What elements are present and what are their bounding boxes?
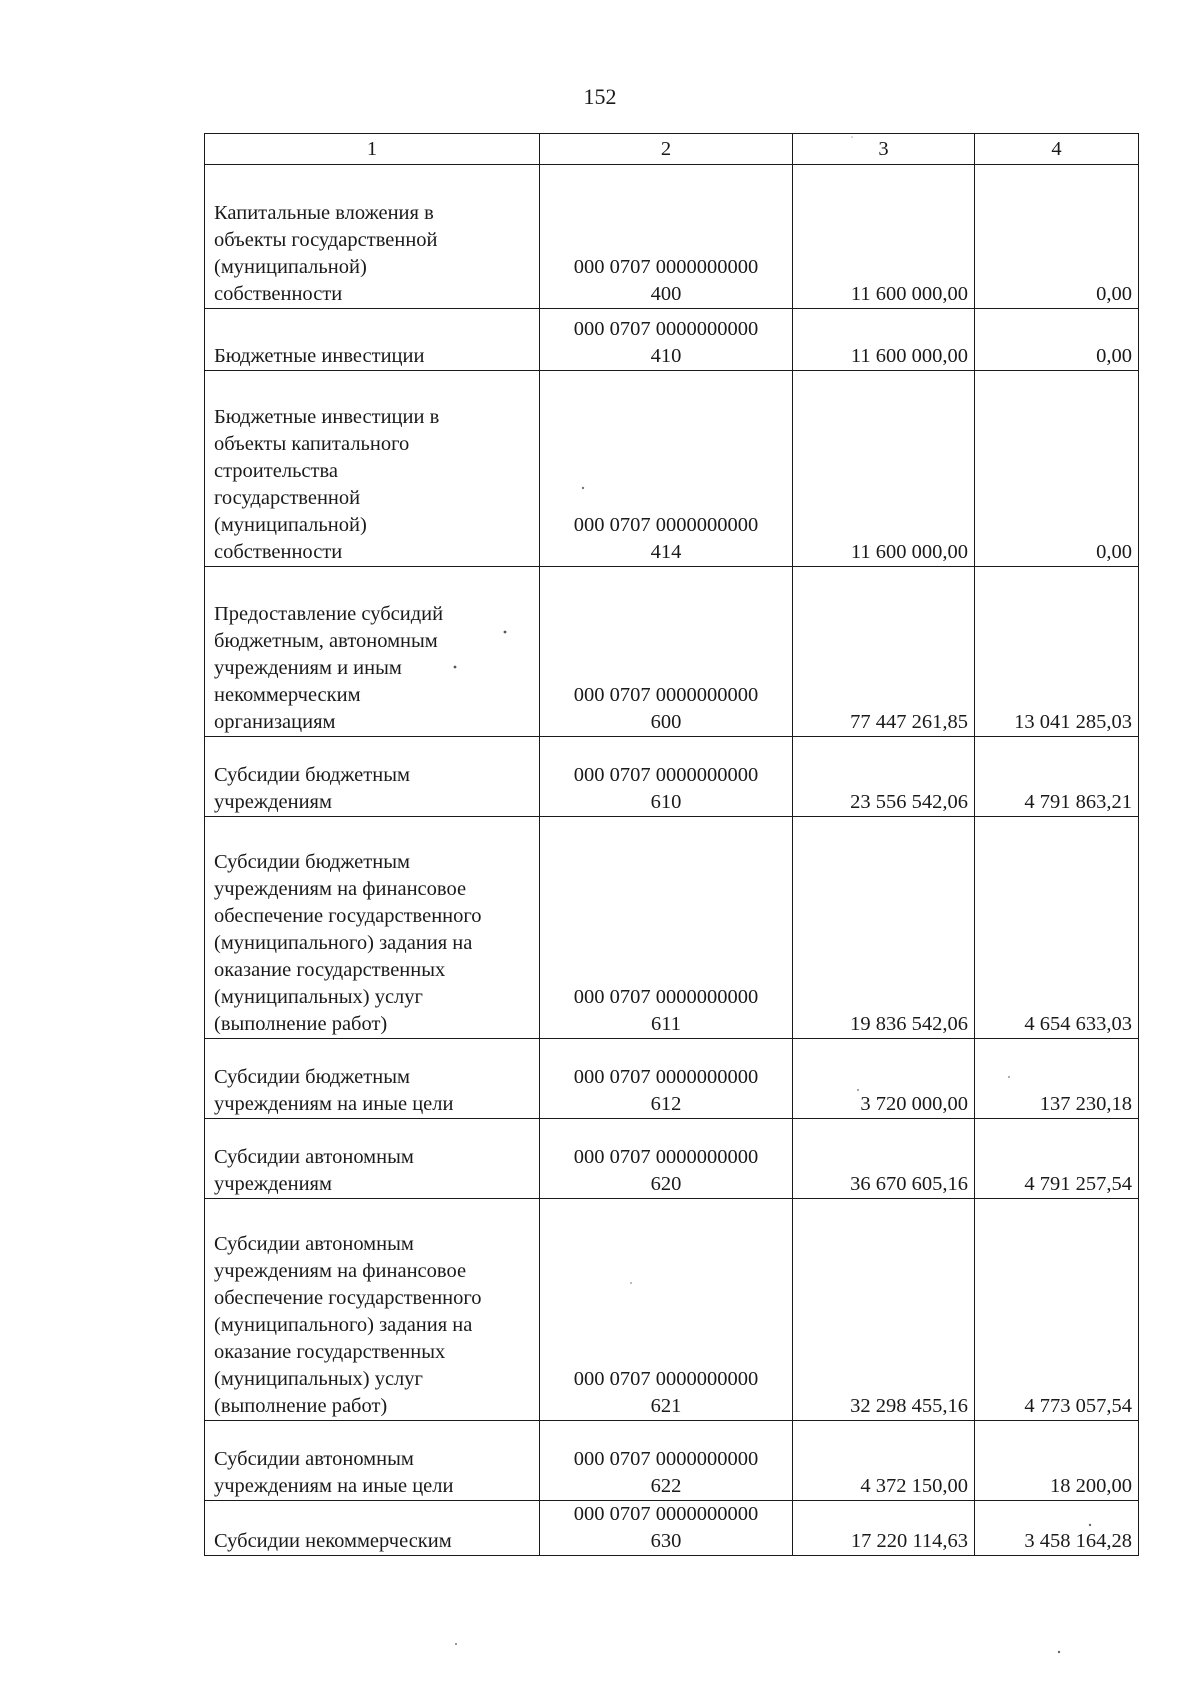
row-name-line: обеспечение государственного xyxy=(214,905,482,927)
row-name-line: некоммерческим xyxy=(214,684,361,706)
row-col4-value: 4 773 057,54 xyxy=(975,1199,1139,1421)
page-number: 152 xyxy=(583,84,617,109)
row-col4-value: 3 458 164,28 xyxy=(975,1501,1139,1556)
row-name-line: учреждениям xyxy=(214,1173,332,1195)
row-code-line: 000 0707 0000000000 xyxy=(573,986,759,1008)
row-code-line: 610 xyxy=(650,791,682,813)
row-name-line: Субсидии автономным xyxy=(214,1146,414,1168)
row-name-line: государственной xyxy=(214,487,361,509)
row-name-line: Бюджетные инвестиции в xyxy=(214,406,440,428)
budget-table xyxy=(204,133,1139,1556)
row-code-line: 000 0707 0000000000 xyxy=(573,514,759,536)
row-name-line: (муниципальной) xyxy=(214,256,367,278)
header-col-4: 4 xyxy=(975,134,1139,165)
row-name-line: Предоставление субсидий xyxy=(214,603,444,625)
row-code-line: 000 0707 0000000000 xyxy=(573,684,759,706)
row-code-line: 000 0707 0000000000 xyxy=(573,1503,759,1525)
row-code-cell xyxy=(540,567,793,737)
row-name-line: (выполнение работ) xyxy=(214,1395,388,1417)
table-row xyxy=(205,165,1139,309)
row-code-line: 410 xyxy=(650,345,682,367)
row-col3-value: 17 220 114,63 xyxy=(793,1501,975,1556)
row-name-line: (муниципальных) услуг xyxy=(214,1368,423,1390)
row-code-line: 000 0707 0000000000 xyxy=(573,256,759,278)
row-col3-value: 11 600 000,00 xyxy=(793,371,975,567)
row-name-line: обеспечение государственного xyxy=(214,1287,482,1309)
row-code-line: 400 xyxy=(650,283,682,305)
row-name-cell xyxy=(205,1421,540,1501)
table-row xyxy=(205,817,1139,1039)
row-name-cell xyxy=(205,1199,540,1421)
row-name-line: собственности xyxy=(214,283,343,305)
row-name-line: объекты государственной xyxy=(214,229,438,251)
table-row xyxy=(205,309,1139,371)
row-code-line: 622 xyxy=(650,1475,682,1497)
table-row xyxy=(205,1119,1139,1199)
row-name-line: (муниципальной) xyxy=(214,514,367,536)
row-name-line: (муниципального) задания на xyxy=(214,1314,473,1336)
row-code-cell xyxy=(540,165,793,309)
row-name-line: (муниципальных) услуг xyxy=(214,986,423,1008)
row-col3-value: 4 372 150,00 xyxy=(793,1421,975,1501)
row-col4-value: 18 200,00 xyxy=(975,1421,1139,1501)
row-col4-value: 13 041 285,03 xyxy=(975,567,1139,737)
row-col3-value: 23 556 542,06 xyxy=(793,737,975,817)
header-col-3: 3 xyxy=(793,134,975,165)
table-row xyxy=(205,737,1139,817)
row-code-line: 600 xyxy=(650,711,682,733)
row-name-line: учреждениям xyxy=(214,791,332,813)
row-name-line: (муниципального) задания на xyxy=(214,932,473,954)
row-code-line: 611 xyxy=(651,1013,681,1035)
table-row xyxy=(205,1039,1139,1119)
row-name-cell xyxy=(205,1501,540,1556)
row-col4-value: 137 230,18 xyxy=(975,1039,1139,1119)
row-code-cell xyxy=(540,1119,793,1199)
row-name-line: строительства xyxy=(214,460,338,482)
row-col4-value: 4 791 257,54 xyxy=(975,1119,1139,1199)
row-name-cell xyxy=(205,1119,540,1199)
row-code-line: 000 0707 0000000000 xyxy=(573,318,759,340)
row-col4-value: 0,00 xyxy=(975,165,1139,309)
table-row xyxy=(205,1421,1139,1501)
row-col3-value: 36 670 605,16 xyxy=(793,1119,975,1199)
row-code-line: 000 0707 0000000000 xyxy=(573,1066,759,1088)
row-name-cell xyxy=(205,817,540,1039)
row-code-cell xyxy=(540,817,793,1039)
row-col3-value: 3 720 000,00 xyxy=(793,1039,975,1119)
row-code-cell xyxy=(540,737,793,817)
table-row xyxy=(205,1501,1139,1556)
row-name-line: Бюджетные инвестиции xyxy=(214,345,425,367)
header-row xyxy=(205,134,1139,165)
row-name-cell xyxy=(205,567,540,737)
row-name-line: организациям xyxy=(214,711,336,733)
header-col-2: 2 xyxy=(540,134,793,165)
row-name-cell xyxy=(205,1039,540,1119)
row-name-line: оказание государственных xyxy=(214,959,446,981)
row-name-line: оказание государственных xyxy=(214,1341,446,1363)
row-code-line: 000 0707 0000000000 xyxy=(573,764,759,786)
row-name-line: учреждениям на финансовое xyxy=(214,1260,467,1282)
row-code-line: 612 xyxy=(650,1093,682,1115)
row-col4-value: 4 791 863,21 xyxy=(975,737,1139,817)
row-name-line: Субсидии автономным xyxy=(214,1233,414,1255)
row-code-line: 000 0707 0000000000 xyxy=(573,1368,759,1390)
row-name-line: Субсидии бюджетным xyxy=(214,764,410,786)
row-name-line: Субсидии некоммерческим xyxy=(214,1530,452,1552)
row-name-line: Субсидии автономным xyxy=(214,1448,414,1470)
row-name-cell xyxy=(205,737,540,817)
row-code-cell xyxy=(540,1199,793,1421)
row-name-line: собственности xyxy=(214,541,343,563)
row-col3-value: 77 447 261,85 xyxy=(793,567,975,737)
row-name-line: Капитальные вложения в xyxy=(214,202,434,224)
row-code-cell xyxy=(540,1039,793,1119)
row-name-line: учреждениям на финансовое xyxy=(214,878,467,900)
row-code-cell xyxy=(540,1501,793,1556)
row-name-line: бюджетным, автономным xyxy=(214,630,438,652)
row-col3-value: 32 298 455,16 xyxy=(793,1199,975,1421)
row-name-cell xyxy=(205,309,540,371)
row-name-line: объекты капитального xyxy=(214,433,410,455)
row-code-cell xyxy=(540,1421,793,1501)
row-code-line: 414 xyxy=(650,541,682,563)
row-code-line: 621 xyxy=(650,1395,682,1417)
row-code-line: 630 xyxy=(650,1530,682,1552)
row-name-line: Субсидии бюджетным xyxy=(214,1066,410,1088)
table-row xyxy=(205,567,1139,737)
table-row xyxy=(205,371,1139,567)
row-col3-value: 11 600 000,00 xyxy=(793,309,975,371)
header-col-1: 1 xyxy=(205,134,540,165)
row-name-line: Субсидии бюджетным xyxy=(214,851,410,873)
row-name-cell xyxy=(205,165,540,309)
row-name-line: (выполнение работ) xyxy=(214,1013,388,1035)
row-name-line: учреждениям и иным xyxy=(214,657,402,679)
row-name-line: учреждениям на иные цели xyxy=(214,1475,454,1497)
row-col3-value: 11 600 000,00 xyxy=(793,165,975,309)
row-code-line: 000 0707 0000000000 xyxy=(573,1448,759,1470)
row-name-line: учреждениям на иные цели xyxy=(214,1093,454,1115)
row-col4-value: 0,00 xyxy=(975,371,1139,567)
row-col3-value: 19 836 542,06 xyxy=(793,817,975,1039)
row-code-cell xyxy=(540,371,793,567)
row-code-line: 620 xyxy=(650,1173,682,1195)
row-name-cell xyxy=(205,371,540,567)
row-code-cell xyxy=(540,309,793,371)
row-col4-value: 0,00 xyxy=(975,309,1139,371)
row-code-line: 000 0707 0000000000 xyxy=(573,1146,759,1168)
row-col4-value: 4 654 633,03 xyxy=(975,817,1139,1039)
table-row xyxy=(205,1199,1139,1421)
